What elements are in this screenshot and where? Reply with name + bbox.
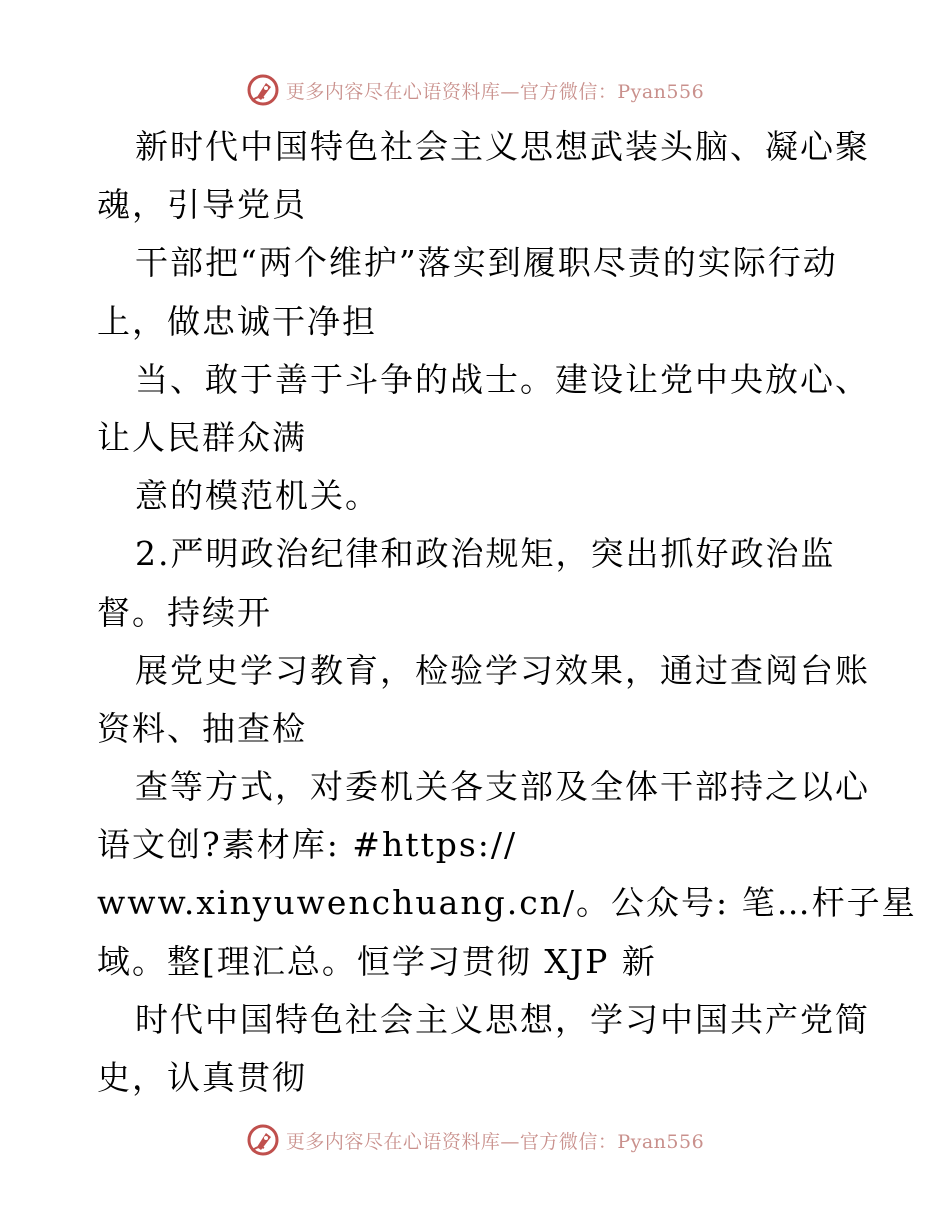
text-line: 域。整[理汇总。恒学习贯彻 XJP 新 — [97, 941, 657, 981]
text-line: 史，认真贯彻 — [97, 1058, 307, 1097]
text-line: 查等方式，对委机关各支部及全体干部持之以心 — [135, 767, 870, 807]
text-line: 新时代中国特色社会主义思想武装头脑、凝心聚 — [135, 127, 870, 166]
document-body — [97, 118, 917, 1107]
header-banner-text: 更多内容尽在心语资料库—官方微信：Pyan556 — [285, 80, 705, 103]
text-line: 魂，引导党员 — [97, 185, 307, 225]
text-line: 意的模范机关。 — [135, 476, 380, 516]
text-line: 展党史学习教育，检验学习效果，通过查阅台账 — [135, 650, 870, 690]
text-line: www.xinyuwenchuang.cn/。公众号: 笔…杆子星 — [97, 883, 917, 923]
text-line: 资料、抽查检 — [97, 708, 307, 748]
text-line: 让人民群众满 — [97, 417, 307, 457]
pen-nib-logo-icon — [246, 73, 280, 107]
text-line: 时代中国特色社会主义思想，学习中国共产党简 — [135, 999, 870, 1039]
pen-nib-logo-icon — [246, 1123, 280, 1157]
footer-banner-text: 更多内容尽在心语资料库—官方微信：Pyan556 — [285, 1130, 705, 1153]
text-line: 2.严明政治纪律和政治规矩，突出抓好政治监 — [135, 534, 836, 574]
text-line: 干部把“两个维护”落实到履职尽责的实际行动 — [135, 243, 838, 283]
text-line: 当、敢于善于斗争的战士。建设让党中央放心、 — [135, 359, 870, 399]
text-line: 督。持续开 — [97, 592, 272, 632]
footer-banner — [0, 1120, 950, 1160]
text-line: 语文创?素材库: #https:// — [97, 825, 518, 865]
text-line: 上，做忠诚干净担 — [97, 301, 377, 341]
header-banner — [0, 70, 950, 110]
